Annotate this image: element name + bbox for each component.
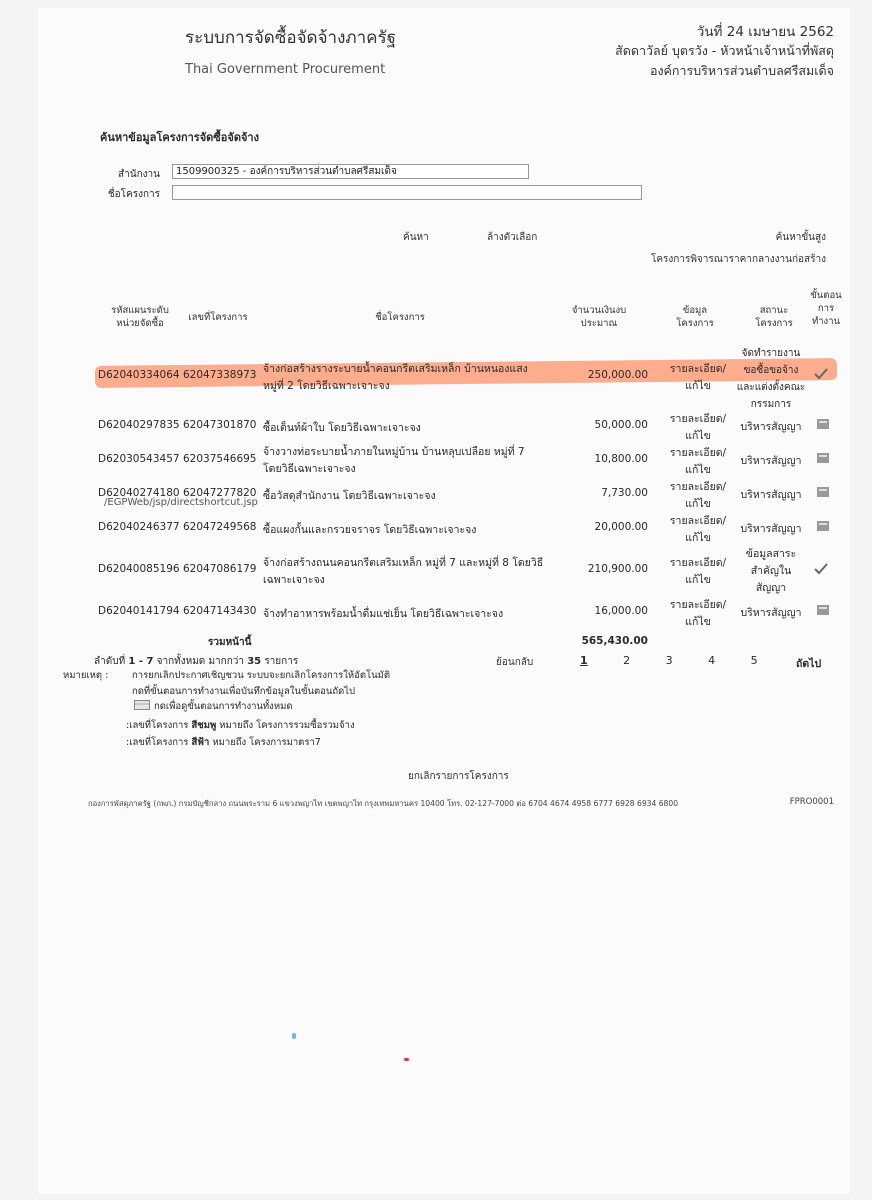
- header-user: สัดดาวัลย์ บุตรวัง - หัวหน้าเจ้าหน้าที่พัสดุ: [615, 43, 834, 58]
- scan-speck: [404, 1058, 409, 1061]
- col-plan-code: รหัสแผนระดับหน่วยจัดซื้อ: [111, 305, 169, 329]
- search-button[interactable]: ค้นหา: [403, 232, 429, 243]
- row-status: บริหารสัญญา: [740, 523, 802, 535]
- note-line-4: [126, 718, 355, 733]
- row-details-link[interactable]: รายละเอียด/แก้ไข: [669, 599, 727, 628]
- row-project-no[interactable]: 62047338973: [183, 369, 257, 381]
- range-middle: จากทั้งหมด มากกว่า: [156, 656, 245, 667]
- row-budget: 20,000.00: [594, 521, 648, 533]
- check-icon[interactable]: [814, 563, 828, 575]
- row-plan-code[interactable]: D62030543457: [98, 453, 180, 465]
- document-icon[interactable]: [816, 486, 830, 498]
- row-plan-code[interactable]: D62040274180: [98, 487, 180, 499]
- note-4-prefix: :เลขที่โครงการ: [126, 720, 189, 731]
- row-plan-code[interactable]: D62040297835: [98, 419, 180, 431]
- advanced-search-link[interactable]: ค้นหาขั้นสูง: [775, 232, 826, 243]
- note-5-prefix: :เลขที่โครงการ: [126, 737, 189, 748]
- clear-button[interactable]: ล้างตัวเลือก: [487, 232, 538, 243]
- row-plan-code[interactable]: D62040334064: [98, 369, 180, 381]
- row-status: บริหารสัญญา: [740, 421, 802, 433]
- document-icon[interactable]: [816, 520, 830, 532]
- row-details-link[interactable]: รายละเอียด/แก้ไข: [669, 447, 727, 476]
- project-name-label: ชื่อโครงการ: [107, 189, 160, 200]
- row-status: บริหารสัญญา: [740, 607, 802, 619]
- project-name-input[interactable]: [172, 185, 642, 200]
- page-4[interactable]: 4: [708, 654, 716, 667]
- row-budget: 250,000.00: [587, 369, 648, 381]
- notes-label: หมายเหตุ :: [63, 670, 109, 681]
- note-4-color: สีชมพู: [191, 720, 217, 731]
- note-line-5: [126, 735, 321, 750]
- row-details-link[interactable]: รายละเอียด/แก้ไข: [669, 515, 727, 544]
- row-details-link[interactable]: รายละเอียด/แก้ไข: [669, 413, 727, 442]
- row-budget: 10,800.00: [594, 453, 648, 465]
- document-icon[interactable]: [816, 604, 830, 616]
- row-project-no[interactable]: 62047277820: [183, 487, 257, 499]
- col-info: ข้อมูลโครงการ: [676, 305, 714, 329]
- row-budget: 50,000.00: [594, 419, 648, 431]
- note-4-suffix: หมายถึง โครงการรวมซื้อรวมจ้าง: [219, 720, 355, 731]
- office-label: สำนักงาน: [118, 169, 160, 180]
- total-value: 565,430.00: [581, 635, 648, 647]
- header-org: องค์การบริหารส่วนตำบลศรีสมเด็จ: [649, 63, 834, 78]
- col-project-name: ชื่อโครงการ: [375, 312, 425, 323]
- search-section-title: ค้นหาข้อมูลโครงการจัดซื้อจัดจ้าง: [100, 131, 259, 144]
- back-link[interactable]: ย้อนกลับ: [496, 657, 534, 668]
- range-suffix: รายการ: [264, 656, 299, 667]
- result-range: [94, 654, 298, 669]
- note-5-suffix: หมายถึง โครงการมาตรา7: [212, 737, 321, 748]
- row-project-name: จ้างก่อสร้างรางระบายน้ำคอนกรีตเสริมเหล็ก บ้านหนองแสง หมู่ที่ 2 โดยวิธีเฉพาะเจาะจง: [263, 363, 528, 392]
- status-bar-url: /EGPWeb/jsp/directshortcut.jsp: [104, 497, 258, 508]
- document-icon[interactable]: [816, 452, 830, 464]
- row-project-no[interactable]: 62037546695: [183, 453, 257, 465]
- cancel-projects-link[interactable]: ยกเลิกรายการโครงการ: [408, 771, 509, 782]
- footer-code: FPRO0001: [789, 797, 834, 807]
- scan-speck: [292, 1033, 296, 1039]
- row-project-no[interactable]: 62047143430: [183, 605, 257, 617]
- row-details-link[interactable]: รายละเอียด/แก้ไข: [669, 363, 727, 392]
- median-price-link[interactable]: โครงการพิจารณาราคากลางงานก่อสร้าง: [650, 254, 826, 265]
- row-project-name: ซื้อเต็นท์ผ้าใบ โดยวิธีเฉพาะเจาะจง: [263, 422, 421, 434]
- row-plan-code[interactable]: D62040085196: [98, 563, 180, 575]
- row-project-no[interactable]: 62047301870: [183, 419, 257, 431]
- col-step: ขั้นตอนการทำงาน: [810, 290, 842, 327]
- row-project-no[interactable]: 62047249568: [183, 521, 257, 533]
- range-value: 1 - 7: [128, 656, 154, 667]
- row-project-name: จ้างทำอาหารพร้อมน้ำดื่มแช่เย็น โดยวิธีเฉพาะเจาะจง: [263, 608, 504, 620]
- note-line-3: กดเพื่อดูขั้นตอนการทำงานทั้งหมด: [154, 701, 293, 712]
- page-1[interactable]: 1: [580, 654, 588, 667]
- col-project-no: เลขที่โครงการ: [188, 312, 248, 323]
- footer-address: กองการพัสดุภาครัฐ (กพภ.) กรมบัญชีกลาง ถนนพระราม 6 แขวงพญาไท เขตพญาไท กรุงเทพมหานคร 10400 โทร. 02-127-7000 ต่อ 6704 4674 4958 6777 6928 6934 6800: [88, 799, 679, 808]
- note-5-color: สีฟ้า: [191, 737, 210, 748]
- page-5[interactable]: 5: [750, 654, 758, 667]
- row-plan-code[interactable]: D62040246377: [98, 521, 180, 533]
- row-status: บริหารสัญญา: [740, 455, 802, 467]
- row-status: ข้อมูลสาระสำคัญในสัญญา: [745, 548, 797, 594]
- row-budget: 7,730.00: [601, 487, 648, 499]
- next-link[interactable]: ถัดไป: [796, 658, 822, 670]
- page-3[interactable]: 3: [665, 654, 673, 667]
- row-details-link[interactable]: รายละเอียด/แก้ไข: [669, 481, 727, 510]
- range-total: 35: [247, 656, 262, 667]
- check-icon[interactable]: [814, 368, 828, 380]
- row-status: บริหารสัญญา: [740, 489, 802, 501]
- page-numbers: [564, 654, 774, 667]
- system-title: ระบบการจัดซื้อจัดจ้างภาครัฐ: [185, 28, 397, 48]
- steps-icon: [134, 700, 150, 710]
- row-budget: 16,000.00: [594, 605, 648, 617]
- range-prefix: ลำดับที่: [94, 656, 126, 667]
- document-icon[interactable]: [816, 418, 830, 430]
- row-project-no[interactable]: 62047086179: [183, 563, 257, 575]
- page-2[interactable]: 2: [623, 654, 631, 667]
- row-project-name: ซื้อวัสดุสำนักงาน โดยวิธีเฉพาะเจาะจง: [263, 490, 436, 502]
- total-label: รวมหน้านี้: [208, 637, 252, 648]
- col-status: สถานะโครงการ: [755, 305, 793, 329]
- header-date: วันที่ 24 เมษายน 2562: [696, 24, 834, 40]
- note-line-1: การยกเลิกประกาศเชิญชวน ระบบจะยกเลิกโครงการให้อัตโนมัติ: [132, 670, 391, 681]
- row-details-link[interactable]: รายละเอียด/แก้ไข: [669, 557, 727, 586]
- office-input[interactable]: [172, 164, 529, 179]
- row-project-name: จ้างวางท่อระบายน้ำภายในหมู่บ้าน บ้านหลุบเปลือย หมู่ที่ 7 โดยวิธีเฉพาะเจาะจง: [263, 446, 525, 475]
- note-line-2: กดที่ขั้นตอนการทำงานเพื่อบันทึกข้อมูลในขั้นตอนถัดไป: [132, 686, 356, 697]
- row-status: จัดทำรายงานขอซื้อขอจ้างและแต่งตั้งคณะกรรมการ: [736, 348, 806, 410]
- col-budget: จำนวนเงินงบประมาณ: [571, 305, 627, 329]
- row-project-name: จ้างก่อสร้างถนนคอนกรีตเสริมเหล็ก หมู่ที่ 7 และหมู่ที่ 8 โดยวิธีเฉพาะเจาะจง: [263, 557, 544, 586]
- row-budget: 210,900.00: [587, 563, 648, 575]
- row-project-name: ซื้อแผงกั้นและกรวยจราจร โดยวิธีเฉพาะเจาะจง: [263, 524, 477, 536]
- system-subtitle: Thai Government Procurement: [185, 62, 386, 77]
- row-plan-code[interactable]: D62040141794: [98, 605, 180, 617]
